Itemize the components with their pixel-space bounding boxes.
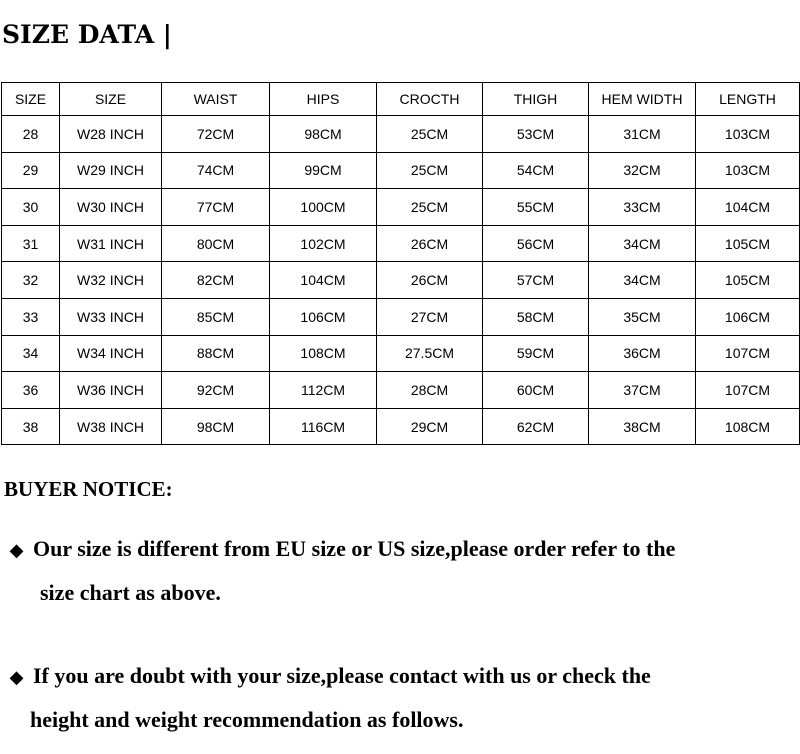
table-cell: 34 <box>2 335 60 372</box>
table-cell: 28CM <box>377 372 483 409</box>
table-cell: 32 <box>2 262 60 299</box>
notice-line <box>8 655 798 699</box>
header-hem-width: HEM WIDTH <box>589 83 696 116</box>
table-cell: W34 INCH <box>60 335 162 372</box>
table-cell: 106CM <box>696 298 800 335</box>
table-cell: 53CM <box>483 116 589 153</box>
header-size-inch: SIZE <box>60 83 162 116</box>
table-cell: 57CM <box>483 262 589 299</box>
table-cell: 29CM <box>377 408 483 445</box>
table-cell: 105CM <box>696 225 800 262</box>
table-cell: 27.5CM <box>377 335 483 372</box>
table-cell: 28 <box>2 116 60 153</box>
table-cell: 107CM <box>696 335 800 372</box>
header-crotch: CROCTH <box>377 83 483 116</box>
header-thigh: THIGH <box>483 83 589 116</box>
table-cell: W29 INCH <box>60 152 162 189</box>
table-cell: 88CM <box>162 335 270 372</box>
table-cell: W32 INCH <box>60 262 162 299</box>
table-cell: 26CM <box>377 262 483 299</box>
table-cell: 56CM <box>483 225 589 262</box>
table-cell: 55CM <box>483 189 589 226</box>
table-row <box>2 335 800 372</box>
table-row <box>2 116 800 153</box>
notice-item-size-difference <box>8 528 798 614</box>
table-cell: 85CM <box>162 298 270 335</box>
table-cell: W30 INCH <box>60 189 162 226</box>
table-cell: 62CM <box>483 408 589 445</box>
table-cell: 60CM <box>483 372 589 409</box>
table-row <box>2 408 800 445</box>
table-cell: 92CM <box>162 372 270 409</box>
table-cell: 26CM <box>377 225 483 262</box>
table-cell: 34CM <box>589 262 696 299</box>
table-cell: W36 INCH <box>60 372 162 409</box>
table-cell: 102CM <box>270 225 377 262</box>
table-cell: 107CM <box>696 372 800 409</box>
notice-text-continued: height and weight recommendation as follows. <box>30 707 464 732</box>
table-cell: 74CM <box>162 152 270 189</box>
buyer-notice-heading: BUYER NOTICE: <box>4 477 173 501</box>
header-length: LENGTH <box>696 83 800 116</box>
table-cell: 35CM <box>589 298 696 335</box>
table-cell: 77CM <box>162 189 270 226</box>
table-cell: W31 INCH <box>60 225 162 262</box>
table-header-row <box>2 83 800 116</box>
table-cell: 80CM <box>162 225 270 262</box>
table-cell: 37CM <box>589 372 696 409</box>
table-body <box>2 116 800 445</box>
table-cell: 72CM <box>162 116 270 153</box>
table-cell: W28 INCH <box>60 116 162 153</box>
header-waist: WAIST <box>162 83 270 116</box>
diamond-bullet-icon: ◆ <box>9 667 24 688</box>
table-cell: 116CM <box>270 408 377 445</box>
table-cell: 104CM <box>270 262 377 299</box>
table-cell: W33 INCH <box>60 298 162 335</box>
table-cell: 38CM <box>589 408 696 445</box>
table-cell: 105CM <box>696 262 800 299</box>
table-cell: 38 <box>2 408 60 445</box>
table-cell: 98CM <box>270 116 377 153</box>
table-row <box>2 298 800 335</box>
table-cell: 82CM <box>162 262 270 299</box>
table-cell: 108CM <box>270 335 377 372</box>
table-cell: 32CM <box>589 152 696 189</box>
table-cell: W38 INCH <box>60 408 162 445</box>
table-row <box>2 189 800 226</box>
table-cell: 54CM <box>483 152 589 189</box>
table-cell: 25CM <box>377 189 483 226</box>
table-cell: 103CM <box>696 152 800 189</box>
table-cell: 25CM <box>377 116 483 153</box>
table-row <box>2 152 800 189</box>
table-cell: 36 <box>2 372 60 409</box>
table-cell: 103CM <box>696 116 800 153</box>
table-cell: 99CM <box>270 152 377 189</box>
table-cell: 106CM <box>270 298 377 335</box>
table-cell: 34CM <box>589 225 696 262</box>
header-size-number: SIZE <box>2 83 60 116</box>
notice-text: Our size is different from EU size or US size,please order refer to the <box>33 536 676 561</box>
table-cell: 58CM <box>483 298 589 335</box>
table-cell: 31 <box>2 225 60 262</box>
notice-text: If you are doubt with your size,please contact with us or check the <box>33 663 651 688</box>
table-cell: 98CM <box>162 408 270 445</box>
table-row <box>2 225 800 262</box>
table-row <box>2 262 800 299</box>
notice-item-contact-us <box>8 655 798 741</box>
table-cell: 27CM <box>377 298 483 335</box>
table-cell: 30 <box>2 189 60 226</box>
size-chart-table <box>1 82 800 445</box>
table-cell: 108CM <box>696 408 800 445</box>
table-cell: 33 <box>2 298 60 335</box>
notice-text-continued: size chart as above. <box>40 580 221 605</box>
page-title: SIZE DATA | <box>2 20 172 49</box>
notice-line <box>8 528 798 572</box>
table-cell: 104CM <box>696 189 800 226</box>
table-cell: 112CM <box>270 372 377 409</box>
diamond-bullet-icon: ◆ <box>9 540 24 561</box>
table-cell: 25CM <box>377 152 483 189</box>
table-row <box>2 372 800 409</box>
table-cell: 36CM <box>589 335 696 372</box>
table-cell: 100CM <box>270 189 377 226</box>
table-cell: 29 <box>2 152 60 189</box>
table-cell: 59CM <box>483 335 589 372</box>
header-hips: HIPS <box>270 83 377 116</box>
table-cell: 33CM <box>589 189 696 226</box>
table-cell: 31CM <box>589 116 696 153</box>
